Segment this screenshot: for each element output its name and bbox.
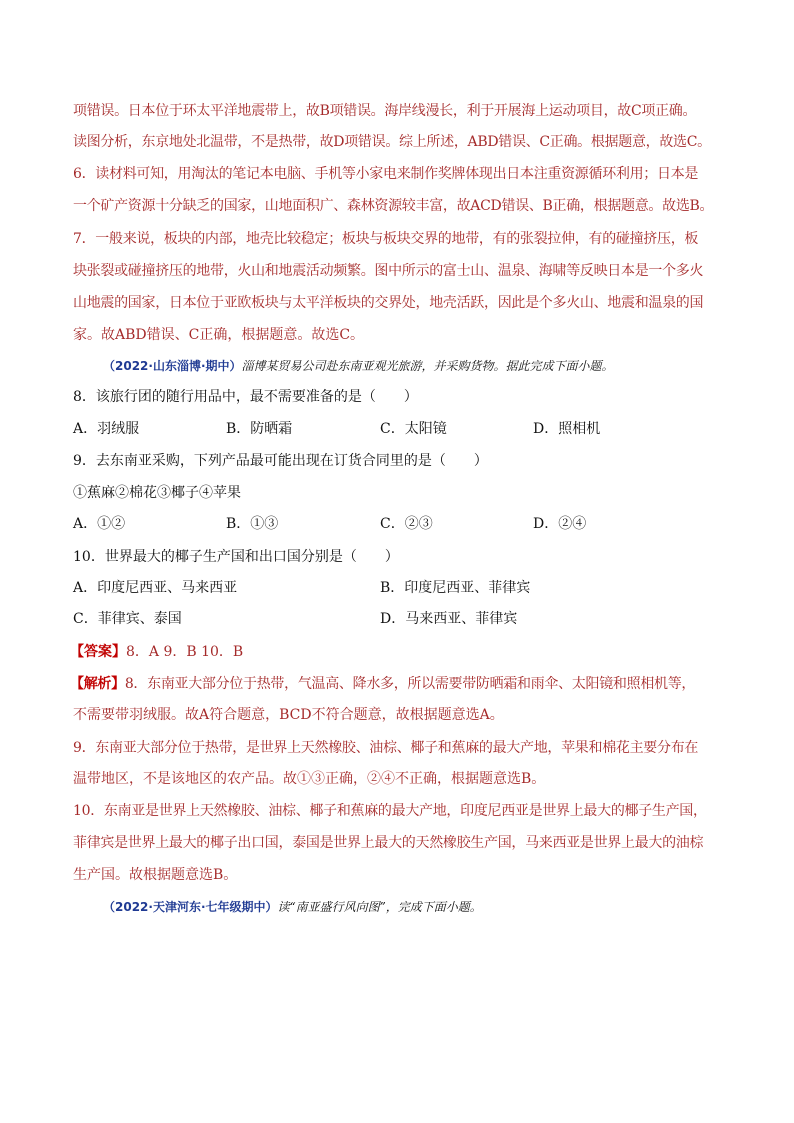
analysis-line <box>70 674 695 694</box>
question-stem: 8．该旅行团的随行用品中，最不需要准备的是（ ） <box>73 389 418 405</box>
analysis-line: 温带地区，不是该地区的农产品。故①③正确，②④不正确，根据题意选B。 <box>73 771 546 787</box>
analysis-line: 菲律宾是世界上最大的椰子出口国，泰国是世界上最大的天然橡胶生产国，马来西亚是世界上最大的油棕 <box>73 835 704 851</box>
explanation-line: 读图分析，东京地处北温带，不是热带，故D项错误。综上所述，ABD错误、C正确。根据题意，故选C。 <box>73 134 711 150</box>
analysis-line: 不需要带羽绒服。故A符合题意，BCD不符合题意，故根据题意选A。 <box>73 707 504 723</box>
option-d: D．马来西亚、菲律宾 <box>380 611 518 627</box>
analysis-tag: 【解析】 <box>70 676 125 692</box>
section-header <box>103 356 614 376</box>
option-c: C．太阳镜 <box>380 421 447 437</box>
explanation-line: 块张裂或碰撞挤压的地带，火山和地震活动频繁。图中所示的富士山、温泉、海啸等反映日本是一个多火 <box>73 263 704 279</box>
source-tag: （2022·山东淄博·期中） <box>103 359 242 373</box>
option-d: D．②④ <box>533 516 587 532</box>
analysis-line: 10．东南亚是世界上天然橡胶、油棕、椰子和蕉麻的最大产地，印度尼西亚是世界上最大的椰子生产国， <box>73 803 707 819</box>
analysis-text: 8．东南亚大部分位于热带，气温高、降水多，所以需要带防晒霜和雨伞、太阳镜和照相机等， <box>124 676 696 692</box>
analysis-line: 9．东南亚大部分位于热带，是世界上天然橡胶、油棕、椰子和蕉麻的最大产地，苹果和棉花主要分布在 <box>73 740 699 756</box>
question-items: ①蕉麻②棉花③椰子④苹果 <box>73 485 241 501</box>
answer-line <box>70 642 243 662</box>
explanation-line: 7．一般来说，板块的内部，地壳比较稳定；板块与板块交界的地带，有的张裂拉伸，有的碰撞挤压，板 <box>73 231 699 247</box>
option-b: B．印度尼西亚、菲律宾 <box>380 580 531 596</box>
explanation-line: 6．读材料可知，用淘汰的笔记本电脑、手机等小家电来制作奖牌体现出日本注重资源循环利用；日本是 <box>73 166 699 182</box>
analysis-line: 生产国。故根据题意选B。 <box>73 867 238 883</box>
explanation-line: 家。故ABD错误、C正确，根据题意。故选C。 <box>73 327 365 343</box>
option-c: C．②③ <box>380 516 433 532</box>
option-a: A．羽绒服 <box>73 421 140 437</box>
answer-text: 8．A 9．B 10．B <box>126 644 244 660</box>
answer-tag: 【答案】 <box>70 644 126 660</box>
option-a: A．印度尼西亚、马来西亚 <box>73 580 238 596</box>
explanation-line: 一个矿产资源十分缺乏的国家，山地面积广、森林资源较丰富，故ACD错误、B正确，根据题意。故选B。 <box>73 198 714 214</box>
section-intro: 读“南亚盛行风向图”，完成下面小题。 <box>277 900 482 914</box>
option-c: C．菲律宾、泰国 <box>73 611 182 627</box>
question-stem: 10．世界最大的椰子生产国和出口国分别是（ ） <box>73 549 399 565</box>
option-b: B．①③ <box>226 516 279 532</box>
explanation-line: 项错误。日本位于环太平洋地震带上，故B项错误。海岸线漫长，利于开展海上运动项目，故C项正确。 <box>73 103 697 119</box>
section-intro: 淄博某贸易公司赴东南亚观光旅游，并采购货物。据此完成下面小题。 <box>241 359 614 373</box>
question-stem: 9．去东南亚采购，下列产品最可能出现在订货合同里的是（ ） <box>73 453 488 469</box>
explanation-line: 山地震的国家，日本位于亚欧板块与太平洋板块的交界处，地壳活跃，因此是个多火山、地震和温泉的国 <box>73 295 704 311</box>
option-b: B．防晒霜 <box>226 421 293 437</box>
section-header <box>103 897 482 917</box>
option-d: D．照相机 <box>533 421 601 437</box>
option-a: A．①② <box>73 516 126 532</box>
source-tag: （2022·天津河东·七年级期中） <box>103 900 278 914</box>
